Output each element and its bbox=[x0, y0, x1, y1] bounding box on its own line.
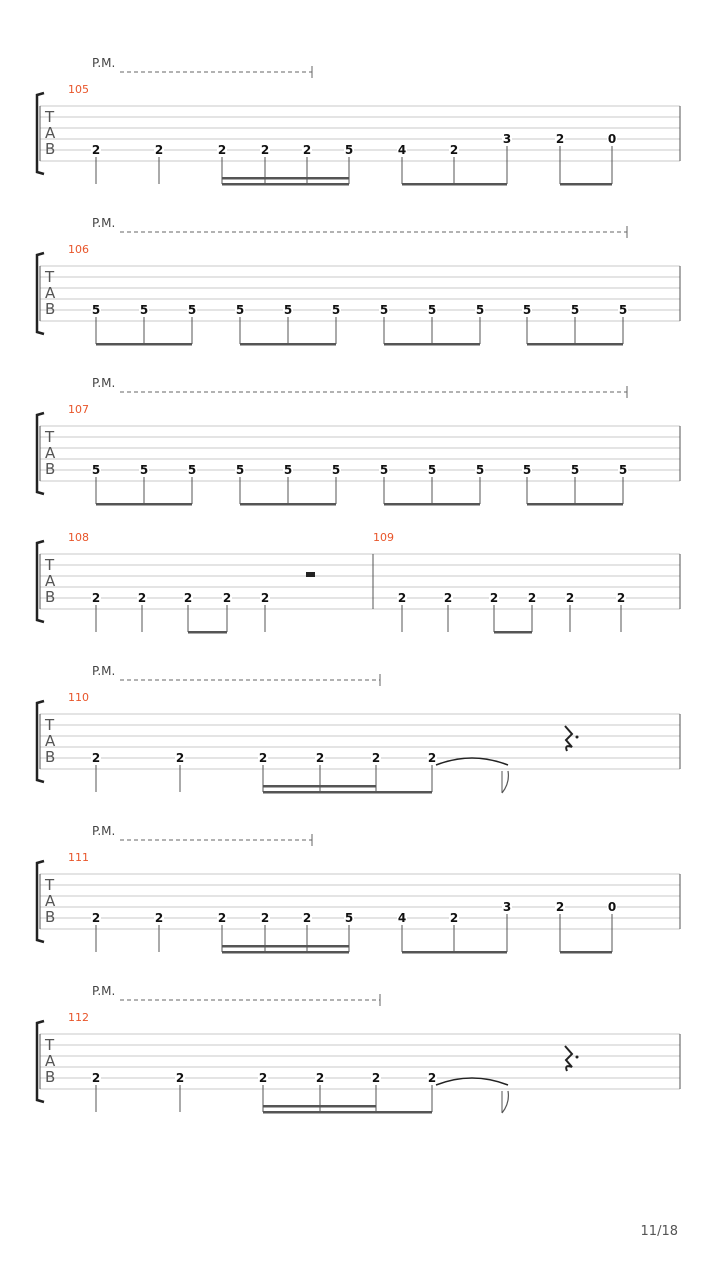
fret-number: 5 bbox=[331, 303, 341, 317]
tab-clef-letter: B bbox=[45, 300, 56, 318]
fret-number: 0 bbox=[607, 132, 617, 146]
note-beam bbox=[560, 183, 612, 186]
note-beam bbox=[384, 503, 480, 506]
fret-number: 2 bbox=[175, 751, 185, 765]
fret-number: 5 bbox=[427, 303, 437, 317]
measure-number: 109 bbox=[373, 531, 394, 544]
fret-number: 2 bbox=[427, 751, 437, 765]
tab-clef-letter: A bbox=[45, 732, 56, 750]
tab-system bbox=[37, 376, 680, 506]
fret-number: 2 bbox=[315, 751, 325, 765]
fret-number: 3 bbox=[502, 900, 512, 914]
measure-number: 111 bbox=[68, 851, 89, 864]
tab-clef-letter: B bbox=[45, 588, 56, 606]
tab-clef-letter: T bbox=[45, 876, 55, 894]
note-beam bbox=[263, 791, 376, 794]
palm-mute-label: P.M. bbox=[92, 216, 116, 230]
palm-mute-label: P.M. bbox=[92, 824, 116, 838]
fret-number: 5 bbox=[475, 463, 485, 477]
tab-clef-letter: A bbox=[45, 572, 56, 590]
fret-number: 2 bbox=[137, 591, 147, 605]
note-beam bbox=[96, 503, 192, 506]
note-beam bbox=[560, 951, 612, 954]
fret-number: 2 bbox=[427, 1071, 437, 1085]
tab-clef-letter: A bbox=[45, 284, 56, 302]
tab-clef-letter: B bbox=[45, 748, 56, 766]
fret-number: 2 bbox=[154, 143, 164, 157]
fret-number: 2 bbox=[260, 591, 270, 605]
tab-clef-letter: A bbox=[45, 892, 56, 910]
tab-clef-letter: T bbox=[45, 556, 55, 574]
note-beam bbox=[188, 631, 227, 634]
fret-number: 2 bbox=[449, 911, 459, 925]
fret-number: 5 bbox=[235, 463, 245, 477]
fret-number: 2 bbox=[258, 751, 268, 765]
fret-number: 2 bbox=[443, 591, 453, 605]
note-beam bbox=[96, 343, 192, 346]
fret-number: 0 bbox=[607, 900, 617, 914]
fret-number: 5 bbox=[427, 463, 437, 477]
fret-number: 4 bbox=[397, 143, 407, 157]
fret-number: 5 bbox=[618, 463, 628, 477]
tab-system bbox=[37, 824, 680, 954]
fret-number: 5 bbox=[344, 143, 354, 157]
note-flag bbox=[502, 1091, 508, 1113]
fret-number: 2 bbox=[315, 1071, 325, 1085]
note-beam bbox=[494, 631, 532, 634]
note-beam bbox=[263, 1105, 376, 1108]
note-beam bbox=[222, 945, 349, 948]
fret-number: 5 bbox=[379, 463, 389, 477]
fret-number: 5 bbox=[91, 303, 101, 317]
tab-clef-letter: T bbox=[45, 268, 55, 286]
fret-number: 3 bbox=[502, 132, 512, 146]
fret-number: 5 bbox=[283, 463, 293, 477]
rest-dot bbox=[576, 1056, 579, 1059]
measure-number: 105 bbox=[68, 83, 89, 96]
fret-number: 5 bbox=[139, 463, 149, 477]
tab-clef-letter: A bbox=[45, 1052, 56, 1070]
tab-system bbox=[37, 56, 680, 186]
fret-number: 2 bbox=[183, 591, 193, 605]
tab-system bbox=[37, 664, 680, 794]
fret-number: 5 bbox=[570, 303, 580, 317]
note-beam bbox=[222, 177, 349, 180]
fret-number: 2 bbox=[397, 591, 407, 605]
tab-clef-letter: T bbox=[45, 428, 55, 446]
fret-number: 5 bbox=[139, 303, 149, 317]
fret-number: 5 bbox=[522, 303, 532, 317]
palm-mute-label: P.M. bbox=[92, 376, 116, 390]
rest-dot bbox=[576, 736, 579, 739]
note-flag bbox=[502, 771, 508, 793]
fret-number: 2 bbox=[222, 591, 232, 605]
note-beam bbox=[222, 183, 349, 186]
fret-number: 5 bbox=[618, 303, 628, 317]
fret-number: 5 bbox=[91, 463, 101, 477]
fret-number: 2 bbox=[91, 1071, 101, 1085]
page-number: 11/18 bbox=[640, 1224, 678, 1239]
fret-number: 2 bbox=[302, 911, 312, 925]
tab-clef-letter: B bbox=[45, 460, 56, 478]
measure-number: 110 bbox=[68, 691, 89, 704]
tab-clef-letter: A bbox=[45, 444, 56, 462]
tab-clef-letter: B bbox=[45, 140, 56, 158]
tie-arc bbox=[436, 758, 508, 765]
fret-number: 5 bbox=[187, 303, 197, 317]
measure-number: 107 bbox=[68, 403, 89, 416]
fret-number: 2 bbox=[91, 591, 101, 605]
fret-number: 2 bbox=[555, 900, 565, 914]
fret-number: 5 bbox=[522, 463, 532, 477]
tab-clef-letter: T bbox=[45, 1036, 55, 1054]
fret-number: 2 bbox=[91, 911, 101, 925]
tab-clef-letter: B bbox=[45, 1068, 56, 1086]
measure-number: 108 bbox=[68, 531, 89, 544]
fret-number: 2 bbox=[616, 591, 626, 605]
fret-number: 2 bbox=[555, 132, 565, 146]
fret-number: 2 bbox=[565, 591, 575, 605]
fret-number: 5 bbox=[570, 463, 580, 477]
palm-mute-label: P.M. bbox=[92, 984, 116, 998]
fret-number: 2 bbox=[217, 911, 227, 925]
tab-clef-letter: T bbox=[45, 108, 55, 126]
measure-number: 112 bbox=[68, 1011, 89, 1024]
note-beam bbox=[384, 343, 480, 346]
fret-number: 5 bbox=[379, 303, 389, 317]
fret-number: 2 bbox=[371, 751, 381, 765]
note-beam bbox=[402, 183, 507, 186]
fret-number: 4 bbox=[397, 911, 407, 925]
fret-number: 2 bbox=[489, 591, 499, 605]
tab-system bbox=[37, 531, 680, 634]
note-beam bbox=[527, 503, 623, 506]
note-beam bbox=[527, 343, 623, 346]
tab-clef-letter: T bbox=[45, 716, 55, 734]
fret-number: 5 bbox=[344, 911, 354, 925]
tab-system bbox=[37, 216, 680, 346]
note-beam bbox=[402, 951, 507, 954]
palm-mute-label: P.M. bbox=[92, 664, 116, 678]
fret-number: 5 bbox=[283, 303, 293, 317]
fret-number: 5 bbox=[235, 303, 245, 317]
fret-number: 2 bbox=[258, 1071, 268, 1085]
note-beam bbox=[240, 343, 336, 346]
fret-number: 2 bbox=[260, 911, 270, 925]
tab-clef-letter: B bbox=[45, 908, 56, 926]
fret-number: 2 bbox=[449, 143, 459, 157]
fret-number: 2 bbox=[91, 143, 101, 157]
palm-mute-label: P.M. bbox=[92, 56, 116, 70]
tab-system bbox=[37, 984, 680, 1114]
fret-number: 2 bbox=[154, 911, 164, 925]
fret-number: 5 bbox=[187, 463, 197, 477]
fret-number: 2 bbox=[91, 751, 101, 765]
fret-number: 2 bbox=[371, 1071, 381, 1085]
half-rest-symbol bbox=[306, 572, 315, 577]
note-beam bbox=[263, 1111, 376, 1114]
fret-number: 5 bbox=[475, 303, 485, 317]
tie-arc bbox=[436, 1078, 508, 1085]
note-beam bbox=[240, 503, 336, 506]
fret-number: 2 bbox=[302, 143, 312, 157]
fret-number: 2 bbox=[260, 143, 270, 157]
measure-number: 106 bbox=[68, 243, 89, 256]
fret-number: 5 bbox=[331, 463, 341, 477]
note-beam bbox=[222, 951, 349, 954]
fret-number: 2 bbox=[175, 1071, 185, 1085]
fret-number: 2 bbox=[217, 143, 227, 157]
tab-clef-letter: A bbox=[45, 124, 56, 142]
note-beam bbox=[263, 785, 376, 788]
fret-number: 2 bbox=[527, 591, 537, 605]
